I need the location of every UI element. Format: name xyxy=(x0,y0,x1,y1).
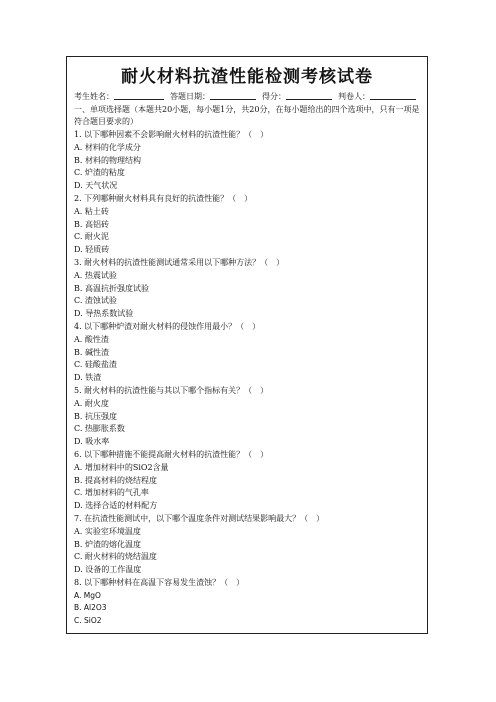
answer-option[interactable]: C. 热膨胀系数 xyxy=(74,424,125,434)
section-heading: 一、单项选择题（本题共20小题，每小题1分，共20分，在每小题给出的四个选项中，只有一项是符合题目要求的） xyxy=(74,105,420,126)
answer-option[interactable]: C. 炉渣的粘度 xyxy=(74,168,125,178)
answer-option[interactable]: D. 选择合适的材料配方 xyxy=(74,501,158,511)
question-text: 1. 以下哪种因素不会影响耐火材料的抗渣性能？（ ） xyxy=(74,130,269,139)
name-label: 考生姓名： xyxy=(74,92,114,101)
answer-option[interactable]: A. 增加材料中的SiO2含量 xyxy=(74,462,169,472)
answer-option[interactable]: D. 轻质砖 xyxy=(74,245,110,255)
answer-option[interactable]: B. 提高材料的烧结程度 xyxy=(74,475,157,485)
grader-blank[interactable] xyxy=(370,91,416,100)
exam-title: 耐火材料抗渣性能检测考核试卷 xyxy=(121,67,373,87)
answer-option[interactable]: B. 抗压强度 xyxy=(74,411,117,421)
name-blank[interactable] xyxy=(114,91,164,100)
question-text: 8. 以下哪种材料在高温下容易发生渣蚀？（ ） xyxy=(74,577,245,587)
answer-option[interactable]: C. 增加材料的气孔率 xyxy=(74,488,149,498)
question-text: 6. 以下哪种措施不能提高耐火材料的抗渣性能？（ ） xyxy=(74,449,269,459)
question-list xyxy=(74,129,427,628)
date-blank[interactable] xyxy=(210,91,256,100)
question-text: 4. 以下哪种炉渣对耐火材料的侵蚀作用最小？（ ） xyxy=(74,321,261,331)
answer-option[interactable]: A. 耐火度 xyxy=(74,398,109,408)
answer-option[interactable]: C. 渣蚀试验 xyxy=(74,296,117,306)
question-text: 3. 耐火材料的抗渣性能测试通常采用以下哪种方法？（ ） xyxy=(74,257,285,267)
question-text: 5. 耐火材料的抗渣性能与其以下哪个指标有关？（ ） xyxy=(74,385,269,395)
answer-option[interactable]: D. 吸水率 xyxy=(74,437,110,447)
answer-option[interactable]: A. 粘土砖 xyxy=(74,206,109,216)
answer-option[interactable]: C. 硅酸盐渣 xyxy=(74,360,117,370)
answer-option[interactable]: B. 炉渣的熔化温度 xyxy=(74,539,141,549)
answer-option[interactable]: C. SiO2 xyxy=(74,616,102,626)
answer-option[interactable]: D. 天气状况 xyxy=(74,181,118,191)
answer-option[interactable]: B. 碱性渣 xyxy=(74,347,109,357)
answer-option[interactable]: A. MgO xyxy=(74,590,101,600)
exam-info-row xyxy=(74,91,427,102)
score-label: 得分： xyxy=(262,92,286,101)
answer-option[interactable]: B. Al2O3 xyxy=(74,603,107,613)
answer-option[interactable]: C. 耐火材料的烧结温度 xyxy=(74,552,157,562)
answer-option[interactable]: D. 设备的工作温度 xyxy=(74,565,142,575)
question-text: 2. 下列哪种耐火材料具有良好的抗渣性能？（ ） xyxy=(74,193,253,203)
answer-option[interactable]: D. 铁渣 xyxy=(74,373,102,383)
date-label: 答题日期： xyxy=(170,92,210,101)
answer-option[interactable]: C. 耐火泥 xyxy=(74,232,109,242)
score-blank[interactable] xyxy=(286,91,332,100)
answer-option[interactable]: A. 材料的化学成分 xyxy=(74,142,141,152)
answer-option[interactable]: D. 导热系数试验 xyxy=(74,309,134,319)
question-text: 7. 在抗渣性能测试中，以下哪个温度条件对测试结果影响最大？（ ） xyxy=(74,513,325,523)
answer-option[interactable]: A. 酸性渣 xyxy=(74,334,109,344)
answer-option[interactable]: A. 热震试验 xyxy=(74,270,117,280)
answer-option[interactable]: A. 实验室环境温度 xyxy=(74,526,141,536)
answer-option[interactable]: B. 高温抗折强度试验 xyxy=(74,283,149,293)
answer-option[interactable]: B. 材料的物理结构 xyxy=(74,155,141,165)
answer-option[interactable]: B. 高铝砖 xyxy=(74,219,109,229)
exam-paper xyxy=(66,56,428,634)
grader-label: 判卷人： xyxy=(338,92,370,101)
